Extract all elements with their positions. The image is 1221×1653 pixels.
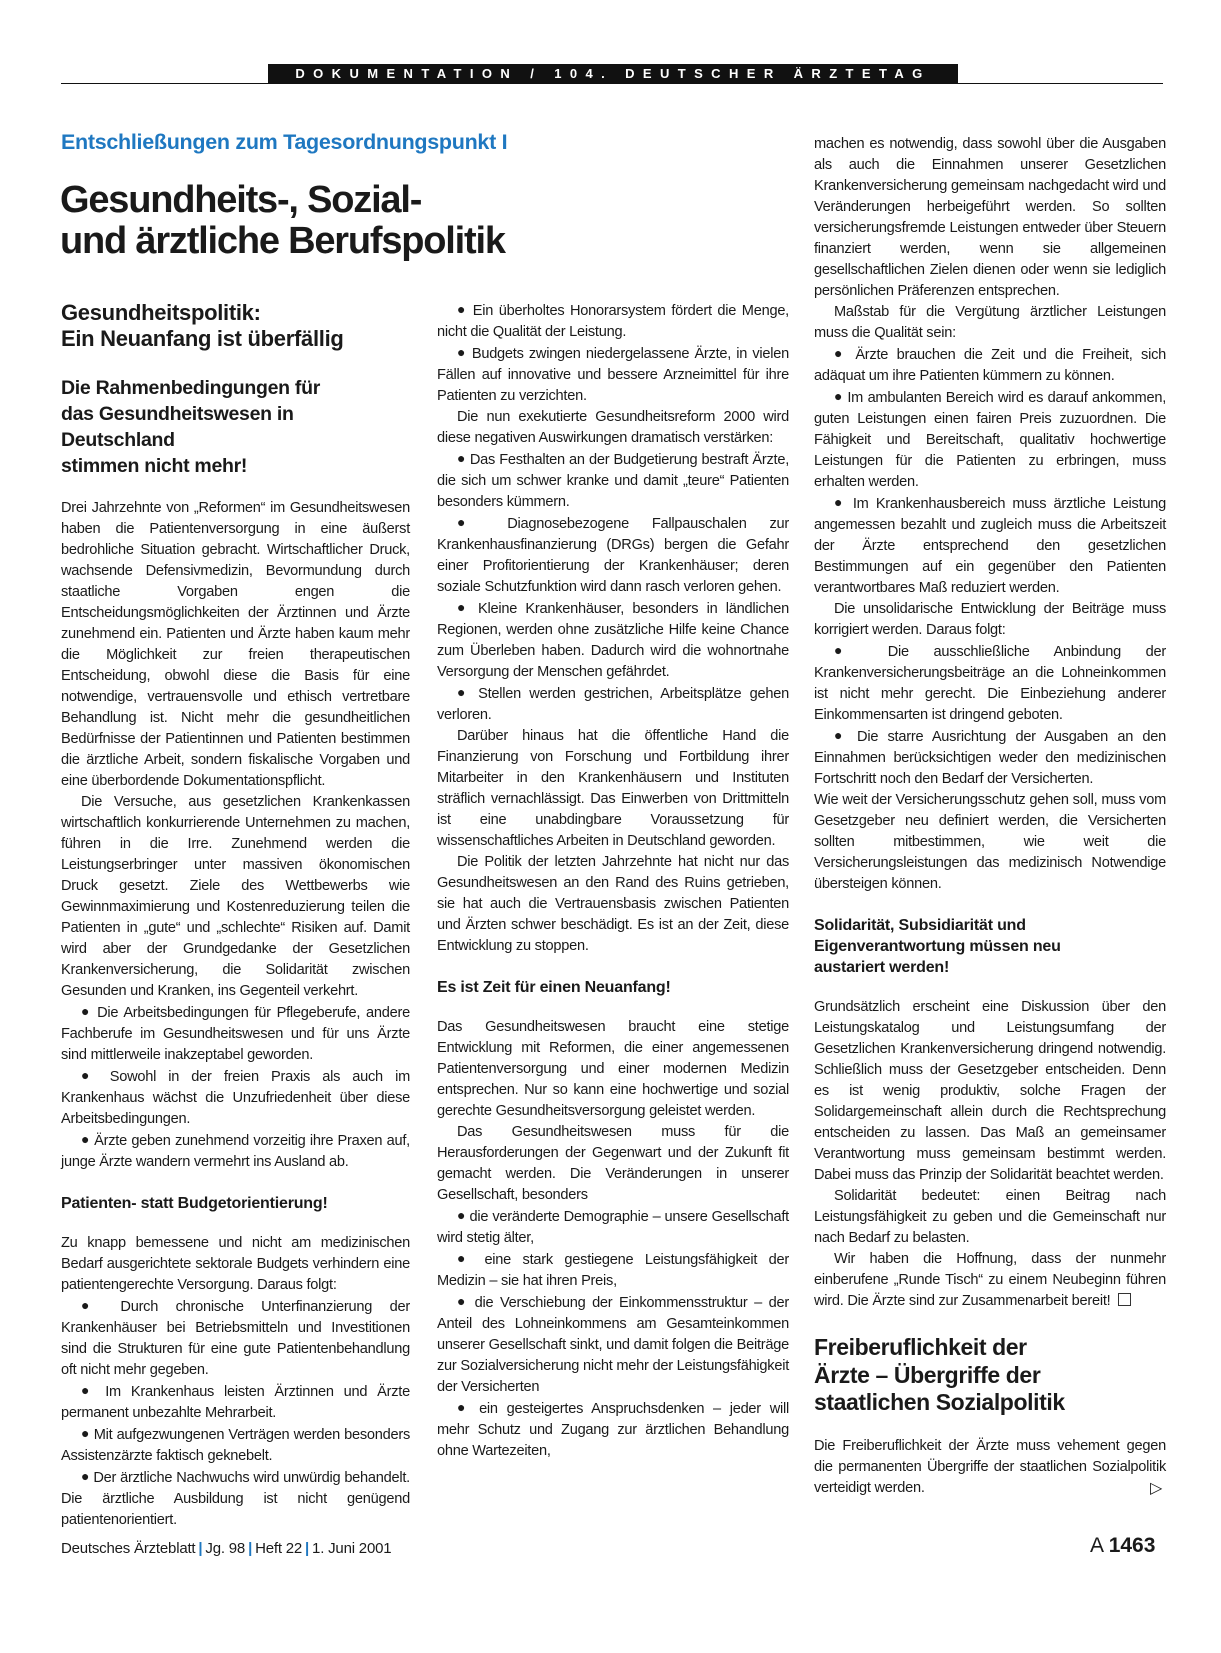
bullet-text: Im Krankenhausbereich muss ärztliche Leistung angemessen bezahlt und zugleich muss die Arbeitszeit der Ärzte entsprechend den gesetzlichen Bestimmungen auf ein gegenüber den Patienten verantwortbares Maß reduziert werden. — [814, 496, 1166, 596]
title-line: Gesundheits-, Sozial- — [60, 179, 422, 221]
paragraph — [814, 1249, 1166, 1312]
bullet-text: Das Festhalten an der Budgetierung bestraft Ärzte, die sich um schwer kranke und damit „teure“ Patienten besonders kümmern. — [437, 452, 790, 510]
paragraph: Die nun exekutierte Gesundheitsreform 2000 wird diese negativen Auswirkungen dramatisch verstärken: — [437, 409, 789, 446]
bullet-icon: ● — [457, 1250, 473, 1266]
page-number — [1090, 1534, 1155, 1558]
bullet-icon: ● — [457, 1293, 469, 1309]
paragraph: machen es notwendig, dass sowohl über die Ausgaben als auch die Einnahmen unserer Gesetzlichen Krankenversicherung gemeinsam nachgedacht wird und Veränderungen herbeigeführt werden. So sollten versicherungsfremde Leistungen entweder über Steuern finanziert werden, wenn sie allgemeinen gesellschaftlichen Zielen dienen oder wenn sie lediglich persönlichen Präferenzen entsprechen. — [814, 136, 1166, 299]
heading-line: austariert werden! — [814, 959, 950, 976]
bullet-text: eine stark gestiegene Leistungsfähigkeit der Medizin – sie hat ihren Preis, — [437, 1252, 790, 1289]
bullet-item — [814, 344, 1166, 387]
paragraph-text: Wir haben die Hoffnung, dass der nunmehr einberufene „Runde Tisch“ zu einem Neubeginn führen wird. Die Ärzte sind zur Zusammenarbeit bereit! — [814, 1251, 1166, 1309]
bullet-item — [437, 1398, 789, 1462]
bullet-text: Diagnosebezogene Fallpauschalen zur Krankenhausfinanzierung (DRGs) bergen die Gefahr einer Profitorientierung der Krankenhäuser; deren soziale Schutzfunktion wird dann rasch verloren gehen. — [437, 516, 789, 595]
bullet-icon: ● — [457, 514, 485, 530]
bullet-icon: ● — [457, 599, 470, 615]
paragraph: Wie weit der Versicherungsschutz gehen soll, muss vom Gesetzgeber neu definiert werden, die Versicherten sollten mitbestimmen, wie weit die Versicherungsleistungen das medizinisch Notwendige übersteigen können. — [814, 792, 1166, 892]
bullet-icon: ● — [81, 1297, 103, 1313]
end-of-article-icon — [1118, 1293, 1131, 1306]
bullet-icon: ● — [81, 1003, 92, 1019]
separator-icon: | — [305, 1540, 310, 1557]
bullet-item — [61, 1467, 410, 1531]
bullet-icon: ● — [834, 345, 847, 361]
subsection-heading — [61, 375, 410, 479]
bullet-text: Die starre Ausrichtung der Ausgaben an den Einnahmen berücksichtigen weder den medizinischen Fortschritt noch den Bedarf der Versicherten. — [814, 729, 1166, 787]
paragraph: Die unsolidarische Entwicklung der Beiträge muss korrigiert werden. Daraus folgt: — [814, 601, 1166, 638]
paragraph: Zu knapp bemessene und nicht am medizinischen Bedarf ausgerichtete sektorale Budgets verhindern eine patientengerechte Versorgung. Daraus folgt: — [61, 1235, 410, 1293]
bullet-text: Ein überholtes Honorarsystem fördert die Menge, nicht die Qualität der Leistung. — [437, 303, 789, 340]
bullet-icon: ● — [457, 684, 470, 700]
issue: Heft 22 — [255, 1540, 303, 1557]
bullet-item — [814, 493, 1166, 599]
paragraph: Grundsätzlich erscheint eine Diskussion über den Leistungskatalog und Leistungsumfang der Gesetzlichen Krankenversicherung dringend notwendig. Schließlich muss der Gesetzgeber entscheiden. Denn es ist wenig produktiv, solche Fragen der Solidargemeinschaft allein durch die Rechtsprechung entscheiden zu lassen. Das Maß an gemeinsamer Verantwortung muss gemeinsam bestimmt werden. Dabei muss das Prinzip der Solidarität beachtet werden. — [814, 999, 1166, 1183]
continue-arrow-icon: ▷ — [1149, 1479, 1162, 1497]
bullet-item — [437, 683, 789, 726]
column-3 — [814, 134, 1166, 1499]
paragraph: Solidarität bedeutet: einen Beitrag nach Leistungsfähigkeit zu geben und die Gemeinschaft nur nach Bedarf zu belasten. — [814, 1188, 1166, 1246]
bullet-text: die Verschiebung der Einkommensstruktur – der Anteil des Lohneinkommens am Gesamteinkommen unserer Gesellschaft sinkt, und damit folgen die Beiträge zur Sozialversicherung nicht mehr der Leistungsfähigkeit der Versicherten — [437, 1295, 789, 1395]
heading-line: stimmen nicht mehr! — [61, 455, 248, 477]
bullet-item — [437, 1292, 789, 1398]
bullet-item — [437, 513, 789, 598]
volume: Jg. 98 — [205, 1540, 246, 1557]
bullet-icon: ● — [834, 727, 848, 743]
bullet-item — [61, 1002, 410, 1066]
bullet-item — [814, 387, 1166, 493]
heading-line: staatlichen Sozialpolitik — [814, 1389, 1065, 1415]
bullet-icon: ● — [81, 1131, 90, 1147]
page-number-value: 1463 — [1108, 1534, 1156, 1557]
heading-line: Ärzte – Übergriffe der — [814, 1361, 1041, 1388]
bullet-item — [437, 598, 789, 683]
bullet-icon: ● — [81, 1067, 98, 1083]
heading-line: Eigenverantwortung müssen neu — [814, 938, 1061, 955]
bullet-text: Durch chronische Unterfinanzierung der Krankenhäuser bei Betriebsmitteln und Investitionen sind die Strukturen für eine gute Patientenbehandlung oft nicht mehr gegeben. — [61, 1299, 410, 1378]
paragraph: Darüber hinaus hat die öffentliche Hand die Finanzierung von Forschung und Fortbildung ihrer Mitarbeiter in den Krankenhäusern und Instituten sträflich vernachlässigt. Das Einwerben von Drittmitteln ist eine unabdingbare Voraussetzung für wissenschaftliches Arbeiten in Deutschland geworden. — [437, 728, 789, 849]
subsection-heading — [814, 915, 1166, 978]
bullet-icon: ● — [834, 642, 864, 658]
bullet-text: Ärzte geben zunehmend vorzeitig ihre Praxen auf, junge Ärzte wandern vermehrt ins Ausland ab. — [61, 1133, 410, 1170]
paragraph: Maßstab für die Vergütung ärztlicher Leistungen muss die Qualität sein: — [814, 304, 1166, 341]
paragraph: Die Politik der letzten Jahrzehnte hat nicht nur das Gesundheitswesen an den Rand des Ruins getrieben, sie hat auch die Vertrauensbasis zwischen Patienten und Ärzten schwer beschädigt. Es ist an der Zeit, diese Entwicklung zu stoppen. — [437, 854, 789, 954]
bullet-text: Kleine Krankenhäuser, besonders in ländlichen Regionen, werden ohne zusätzliche Hilfe keine Chance zum Überleben haben. Dadurch wird die wohnortnahe Versorgung der Menschen gefährdet. — [437, 601, 789, 680]
bullet-text: ein gesteigertes Anspruchsdenken – jeder will mehr Schutz und Zugang zur ärztlichen Behandlung ohne Wartezeiten, — [437, 1401, 789, 1459]
bullet-text: Im ambulanten Bereich wird es darauf ankommen, guten Leistungen einen fairen Preis zuzuordnen. Die Fähigkeit und Bereitschaft, qualitativ hochwertige Leistungen für die Patienten zu erbringen, muss erhalten werden. — [814, 390, 1166, 490]
bullet-icon: ● — [457, 1207, 466, 1223]
paragraph: Die Versuche, aus gesetzlichen Krankenkassen wirtschaftlich konkurrierende Unternehmen zu machen, führen in die Irre. Zunehmend werden die Leistungserbringer unter massiven ökonomischen Druck gesetzt. Ziele des Wettbewerbs wie Gewinnmaximierung und Kostenreduzierung teilen die Patienten in „gute“ und „schlechte“ Risiken auf. Damit wird aber der Grundgedanke der Gesetzlichen Krankenversicherung, die Solidarität zwischen Gesunden und Kranken, ins Gegenteil verkehrt. — [61, 794, 410, 999]
bullet-icon: ● — [834, 388, 843, 404]
bullet-item — [61, 1296, 410, 1381]
bullet-icon: ● — [457, 1399, 471, 1415]
section-header: DOKUMENTATION / 104. DEUTSCHER ÄRZTETAG — [268, 64, 958, 83]
heading-line: Die Rahmenbedingungen für — [61, 377, 321, 399]
bullet-text: Die ausschließliche Anbindung der Krankenversicherungsbeiträge an die Lohneinkommen ist nicht mehr gerecht. Die Einbeziehung anderer Einkommensarten ist dringend geboten. — [814, 644, 1166, 723]
bullet-item — [437, 449, 789, 513]
bullet-item — [814, 641, 1166, 726]
separator-icon: | — [198, 1540, 203, 1557]
page-title — [60, 180, 505, 262]
separator-icon: | — [248, 1540, 253, 1557]
section-heading — [61, 300, 410, 352]
bullet-icon: ● — [834, 494, 846, 510]
journal-name: Deutsches Ärzteblatt — [61, 1540, 196, 1557]
heading-line: das Gesundheitswesen in Deutschland — [61, 403, 294, 451]
header-rule — [61, 83, 1163, 84]
bullet-text: Der ärztliche Nachwuchs wird unwürdig behandelt. Die ärztliche Ausbildung ist nicht genügend patientenorientiert. — [61, 1470, 410, 1528]
bullet-icon: ● — [81, 1468, 90, 1484]
paragraph: Das Gesundheitswesen muss für die Herausforderungen der Gegenwart und der Zukunft fit gemacht werden. Die Veränderungen in unserer Gesellschaft, besonders — [437, 1124, 789, 1203]
kicker: Entschließungen zum Tagesordnungspunkt I — [61, 130, 508, 154]
column-1 — [61, 300, 410, 1531]
subsection-heading: Es ist Zeit für einen Neuanfang! — [437, 979, 671, 996]
bullet-item — [437, 343, 789, 407]
bullet-item — [814, 726, 1166, 790]
title-line: und ärztliche Berufspolitik — [60, 220, 505, 262]
bullet-icon: ● — [457, 344, 467, 360]
bullet-text: Ärzte brauchen die Zeit und die Freiheit, sich adäquat um ihre Patienten kümmern zu können. — [814, 347, 1166, 384]
paragraph: Drei Jahrzehnte von „Reformen“ im Gesundheitswesen haben die Patientenversorgung in eine äußerst bedrohliche Situation gebracht. Wirtschaftlicher Druck, wachsende Defensivmedizin, Bevormundung durch staatliche Vorgaben engen die Entscheidungsmöglichkeiten der Ärztinnen und Ärzte zunehmend ein. Patienten und Ärzte haben kaum mehr die Möglichkeit zur freien therapeutischen Entscheidung, obwohl diese die Basis für eine notwendige, vertrauensvolle und ethisch vertretbare Behandlung ist. Nicht mehr die gesundheitlichen Bedürfnisse der Patientinnen und Patienten bestimmen die ärztliche Arbeit, sondern fiskalische Vorgaben und eine überbordende Dokumentationspflicht. — [61, 500, 410, 789]
bullet-item — [61, 1381, 410, 1424]
paragraph — [814, 1436, 1166, 1499]
heading-line: Freiberuflichkeit der — [814, 1334, 1027, 1360]
bullet-item — [61, 1066, 410, 1130]
heading-line: Solidarität, Subsidiarität und — [814, 917, 1026, 934]
bullet-item — [437, 1206, 789, 1249]
bullet-text: Mit aufgezwungenen Verträgen werden besonders Assistenzärzte faktisch geknebelt. — [61, 1427, 410, 1464]
bullet-text: Budgets zwingen niedergelassene Ärzte, in vielen Fällen auf innovative und bessere Arzneimittel für ihre Patienten zu verzichten. — [437, 346, 789, 404]
bullet-text: Im Krankenhaus leisten Ärztinnen und Ärzte permanent unbezahlte Mehrarbeit. — [61, 1384, 410, 1421]
bullet-icon: ● — [457, 301, 468, 317]
issue-date: 1. Juni 2001 — [312, 1540, 392, 1557]
bullet-text: Stellen werden gestrichen, Arbeitsplätze gehen verloren. — [437, 686, 789, 723]
bullet-icon: ● — [81, 1425, 90, 1441]
bullet-icon: ● — [457, 450, 466, 466]
page-prefix: A — [1090, 1534, 1103, 1557]
heading-line: Ein Neuanfang ist überfällig — [61, 326, 344, 351]
bullet-item — [61, 1130, 410, 1173]
page-footer — [61, 1540, 391, 1557]
bullet-item — [437, 1249, 789, 1292]
bullet-item — [437, 300, 789, 343]
paragraph-text: Die Freiberuflichkeit der Ärzte muss vehement gegen die permanenten Übergriffe der staatlichen Sozialpolitik verteidigt werden. — [814, 1437, 1166, 1496]
heading-line: Gesundheitspolitik: — [61, 300, 261, 325]
bullet-item — [61, 1424, 410, 1467]
bullet-text: Die Arbeitsbedingungen für Pflegeberufe, andere Fachberufe im Gesundheitswesen und für uns Ärzte sind mittlerweile inakzeptabel geworden. — [61, 1005, 410, 1063]
paragraph: Das Gesundheitswesen braucht eine stetige Entwicklung mit Reformen, die einer angemessenen Patientenversorgung und einer modernen Medizin entsprechen. Nur so kann eine hochwertige und sozial gerechte Gesundheitsversorgung geleistet werden. — [437, 1019, 789, 1119]
section-heading — [814, 1334, 1166, 1417]
column-2 — [437, 300, 789, 1462]
bullet-text: die veränderte Demographie – unsere Gesellschaft wird stetig älter, — [437, 1209, 789, 1246]
bullet-text: Sowohl in der freien Praxis als auch im Krankenhaus wächst die Unzufriedenheit über diese Arbeitsbedingungen. — [61, 1069, 410, 1127]
subsection-heading: Patienten- statt Budgetorientierung! — [61, 1195, 328, 1212]
bullet-icon: ● — [81, 1382, 96, 1398]
